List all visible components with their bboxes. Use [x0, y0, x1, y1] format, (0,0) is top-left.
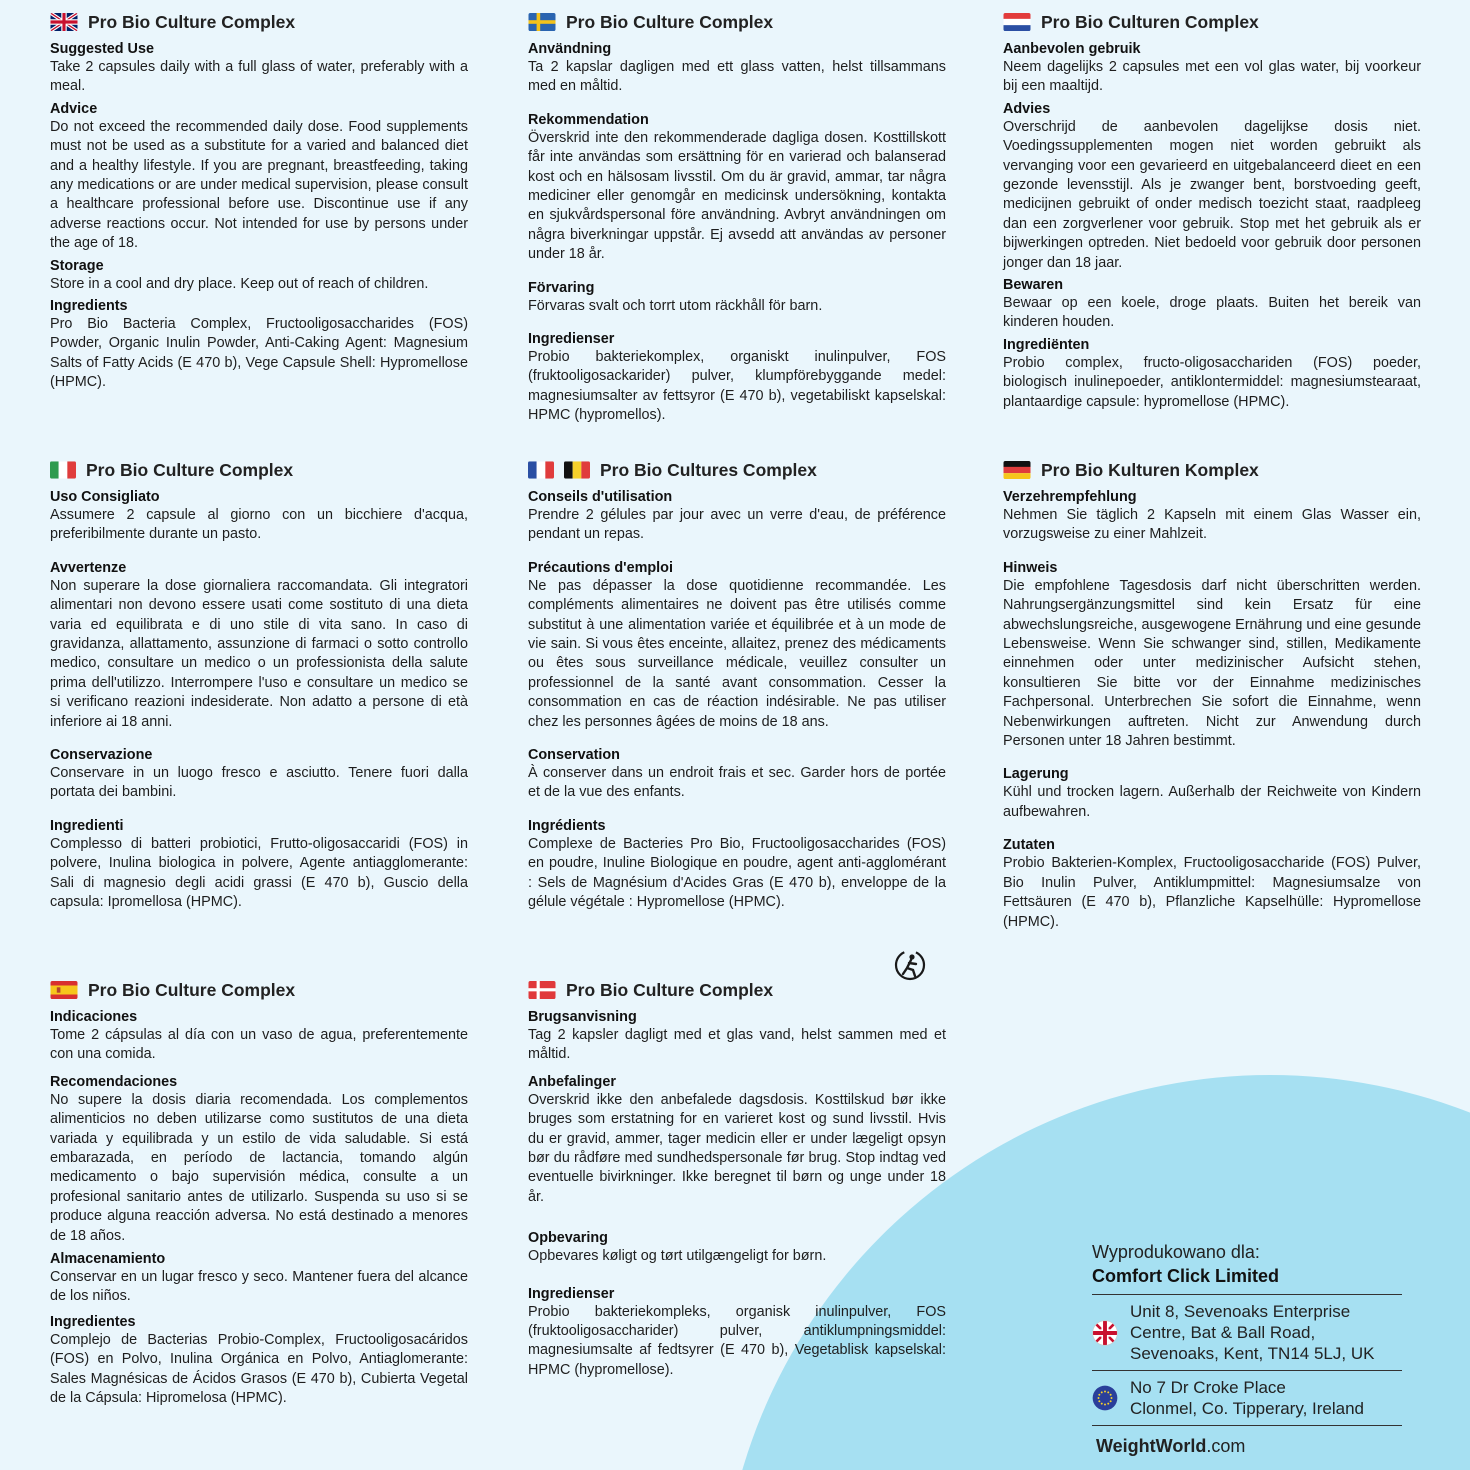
block-advice	[528, 111, 946, 265]
block-heading: Avvertenze	[50, 559, 127, 576]
block-storage	[50, 257, 468, 294]
block-heading: Rekommendation	[528, 111, 649, 128]
block-heading: Användning	[528, 41, 612, 57]
section-spanish	[50, 978, 468, 1412]
block-heading: Advice	[50, 100, 98, 117]
block-heading: Zutaten	[1003, 837, 1055, 854]
block-text: Overschrijd de aanbevolen dagelijkse dosis niet. Voedingssupplementen mogen niet worden gebruikt als vervanging voor een gevarieerd en uitgebalanceerd dieet en een gezonde levensstijl. Als je zwanger bent, borstvoeding geeft, medicijnen gebruikt of onder medisch toezicht staat, raadpleeg dan een zorgverlener voor gebruik. Stop met het gebruik als er bijwerkingen optreden. Niet bedoeld voor gebruik door personen jonger dan 18 jaar.	[1003, 118, 1421, 271]
block-usage	[50, 40, 468, 97]
section-french	[528, 458, 946, 916]
block-text: À conserver dans un endroit frais et sec. Garder hors de portée et de la vue des enfants.	[528, 765, 946, 801]
block-ingredients	[528, 817, 946, 913]
block-heading: Opbevaring	[528, 1230, 608, 1247]
belgium-flag-icon	[564, 461, 590, 479]
block-heading: Ingredientes	[50, 1313, 136, 1330]
uk-address	[1092, 1294, 1402, 1370]
address-lines	[1130, 1301, 1374, 1364]
manufacturer-box	[1092, 1240, 1402, 1457]
sweden-flag-icon	[528, 13, 556, 31]
block-heading: Suggested Use	[50, 41, 154, 57]
block-advice	[1003, 559, 1421, 752]
block-text: Bewaar op een koele, droge plaats. Buiten het bereik van kinderen houden.	[1003, 295, 1421, 331]
block-ingredients	[50, 1313, 468, 1409]
block-heading: Conseils d'utilisation	[528, 489, 673, 505]
block-ingredients	[50, 817, 468, 913]
block-heading: Précautions d'emploi	[528, 559, 673, 576]
section-header	[1003, 10, 1421, 34]
block-text: No supere la dosis diaria recomendada. Los complementos alimenticios no deben utilizarse como sustitutos de una dieta variada y equilibrada y un estilo de vida saludable. Si está embarazada, en período de lactancia, tomando algún medicamento o bajo supervisión médica, consulte a un profesional sanitario antes de utilizarlo. Suspenda su uso si se produce alguna reacción adversa. No está destinado a menores de 18 años.	[50, 1091, 468, 1244]
block-text: Complesso di batteri probiotici, Frutto-oligosaccaridi (FOS) in polvere, Inulina biologica in polvere, Agente antiagglomerante: Sali di magnesio degli acidi grassi (E 470 b), Guscio della capsula: Ipromellosa (HPMC).	[50, 835, 468, 911]
block-ingredients	[50, 297, 468, 393]
block-heading: Förvaring	[528, 279, 595, 296]
address-line: Sevenoaks, Kent, TN14 5LJ, UK	[1130, 1344, 1375, 1363]
france-flag-icon	[528, 461, 554, 479]
address-line: Centre, Bat & Ball Road,	[1130, 1323, 1316, 1342]
block-heading: Lagerung	[1003, 766, 1069, 783]
block-ingredients	[528, 330, 946, 426]
block-text: Probio bakteriekomplex, organiskt inulinpulver, FOS (fruktooligosackarider) pulver, klumpförebyggande medel: magnesiumsalter av fettsyror (E 470 b), vegetabiliskt kapselskal: HPMC (hypromellos).	[528, 349, 946, 424]
netherlands-flag-icon	[1003, 13, 1031, 31]
block-usage	[1003, 40, 1421, 97]
block-text: Assumere 2 capsule al giorno con un bicchiere d'acqua, preferibilmente durante un pasto.	[50, 507, 468, 543]
brand-name: WeightWorld	[1096, 1436, 1207, 1456]
manufacturer-company: Comfort Click Limited	[1092, 1266, 1280, 1286]
brand-domain: .com	[1206, 1436, 1246, 1456]
block-text: Överskrid inte den rekommenderade dagliga dosen. Kosttillskott får inte användas som ersättning för en varierad och balanserad kost och en hälsosam livsstil. Om du är gravid, ammar, tar några mediciner eller genomgår en medicinsk undersökning, kontakta en sjukvårdspersonal före användning. Avbryt användningen om några biverkningar uppstår. Ej avsedd att användas av personer under 18 år.	[528, 129, 946, 263]
block-advice	[50, 559, 468, 732]
ie-address	[1092, 1370, 1402, 1425]
block-text: Förvaras svalt och torrt utom räckhåll för barn.	[528, 297, 823, 314]
block-ingredients	[528, 1285, 946, 1381]
block-heading: Uso Consigliato	[50, 489, 160, 505]
block-storage	[528, 279, 946, 316]
address-line: Unit 8, Sevenoaks Enterprise	[1130, 1302, 1351, 1321]
block-storage	[528, 746, 946, 803]
block-text: Complexe de Bacteries Pro Bio, Fructooligosaccharides (FOS) en poudre, Inuline Biologique en poudre, agent anti-agglomérant : Sels de Magnésium d'Acides Gras (E 470 b), enveloppe de la gélule végétale : Hypromellose (HPMC).	[528, 835, 946, 911]
block-heading: Advies	[1003, 100, 1051, 117]
block-usage	[50, 1008, 468, 1065]
section-german	[1003, 458, 1421, 935]
address-line: Clonmel, Co. Tipperary, Ireland	[1130, 1399, 1365, 1418]
recycle-person-icon	[892, 948, 928, 987]
block-text: Opbevares køligt og tørt utilgængeligt for børn.	[528, 1248, 827, 1265]
section-header	[528, 458, 946, 482]
block-text: Non superare la dose giornaliera raccomandata. Gli integratori alimentari non devono essere usati come sostituto di una dieta varia ed equilibrata e di uno stile di vita sano. In caso di gravidanza, allattamento, assunzione di farmaci o sotto controllo medico, consultare un medico o un professionista della salute prima dell'utilizzo. Interrompere l'uso e consultare un medico se si verificano reazioni indesiderate. Non adatto a persone di età inferiore ai 18 anni.	[50, 577, 468, 730]
block-advice	[1003, 100, 1421, 273]
block-usage	[528, 40, 946, 97]
section-header	[528, 10, 946, 34]
block-text: Ta 2 kapslar dagligen med ett glass vatten, helst tillsammans med en måltid.	[528, 59, 946, 95]
block-heading: Conservazione	[50, 747, 153, 764]
block-storage	[50, 746, 468, 803]
section-title: Pro Bio Culture Complex	[566, 979, 774, 1000]
block-text: Take 2 capsules daily with a full glass of water, preferably with a meal.	[50, 59, 468, 95]
block-heading: Ingredienser	[528, 1285, 615, 1302]
section-title: Pro Bio Kulturen Komplex	[1041, 459, 1259, 480]
block-ingredients	[1003, 336, 1421, 412]
section-dutch	[1003, 10, 1421, 415]
block-heading: Recomendaciones	[50, 1073, 178, 1090]
section-danish	[528, 978, 946, 1383]
section-title: Pro Bio Culture Complex	[566, 11, 774, 32]
section-english	[50, 10, 468, 396]
section-header	[50, 10, 468, 34]
block-text: Conservare in un luogo fresco e asciutto. Tenere fuori dalla portata dei bambini.	[50, 765, 468, 801]
address-line: No 7 Dr Croke Place	[1130, 1378, 1286, 1397]
block-text: Die empfohlene Tagesdosis darf nicht überschritten werden. Nahrungsergänzungsmittel sind kein Ersatz für eine abwechslungsreiche, ausgewogene Ernährung und eine gesunde Lebensweise. Wenn Sie schwanger sind, stillen, Medikamente einnehmen oder unter medizinischer Aufsicht stehen, konsultieren Sie bitte vor der Einnahme medizinisches Fachpersonal. Unterbrechen Sie sofort die Einnahme, wenn Nebenwirkungen auftreten. Nicht zur Anwendung durch Personen unter 18 Jahren bestimmt.	[1003, 577, 1421, 750]
block-heading: Conservation	[528, 747, 620, 764]
block-usage	[528, 1008, 946, 1065]
block-heading: Almacenamiento	[50, 1251, 166, 1268]
section-title: Pro Bio Culturen Complex	[1041, 11, 1259, 32]
section-title: Pro Bio Culture Complex	[86, 459, 294, 480]
block-text: Pro Bio Bacteria Complex, Fructooligosaccharides (FOS) Powder, Organic Inulin Powder, Anti-Caking Agent: Magnesium Salts of Fatty Acids (E 470 b), Vege Capsule Shell: Hypromellose (HPMC).	[50, 316, 468, 391]
block-heading: Hinweis	[1003, 559, 1058, 576]
italy-flag-icon	[50, 461, 76, 479]
block-heading: Storage	[50, 257, 104, 274]
address-lines	[1130, 1377, 1364, 1419]
block-advice	[50, 100, 468, 254]
block-text: Do not exceed the recommended daily dose. Food supplements must not be used as a substitute for a varied and balanced diet and a healthy lifestyle. If you are pregnant, breastfeeding, taking any medications or are under medical supervision, please consult a healthcare professional before use. Discontinue use if any adverse reactions occur. Not intended for use by persons under the age of 18.	[50, 118, 468, 252]
block-text: Complejo de Bacterias Probio-Complex, Fructooligosacáridos (FOS) en Polvo, Inulina Orgánica en Polvo, Antiaglomerante: Sales Magnésicas de Ácidos Grasos (E 470 b), Cubierta Vegetal de la Cápsula: Hipromelosa (HPMC).	[50, 1331, 468, 1407]
block-heading: Ingredienti	[50, 817, 124, 834]
block-text: Prendre 2 gélules par jour avec un verre d'eau, de préférence pendant un repas.	[528, 507, 946, 543]
section-swedish	[528, 10, 946, 429]
block-usage	[528, 488, 946, 545]
block-heading: Bewaren	[1003, 277, 1063, 294]
block-heading: Anbefalinger	[528, 1073, 616, 1090]
manufacturer-label: Wyprodukowano dla:	[1092, 1242, 1260, 1262]
block-storage	[528, 1229, 946, 1266]
block-heading: Ingrediënten	[1003, 336, 1090, 353]
block-text: Neem dagelijks 2 capsules met een vol glas water, bij voorkeur bij een maaltijd.	[1003, 59, 1421, 95]
block-storage	[50, 1250, 468, 1307]
block-text: Tome 2 cápsulas al día con un vaso de agua, preferentemente con una comida.	[50, 1027, 468, 1063]
block-heading: Ingredients	[50, 298, 128, 315]
section-header	[1003, 458, 1421, 482]
block-storage	[1003, 765, 1421, 822]
block-heading: Ingredienser	[528, 331, 615, 348]
section-header	[50, 458, 468, 482]
block-heading: Ingrédients	[528, 817, 606, 834]
block-text: Probio Bakterien-Komplex, Fructooligosaccharide (FOS) Pulver, Bio Inulin Pulver, Antiklumpmittel: Magnesiumsalze von Fettsäuren (E 470 b), Pflanzliche Kapselhülle: Hypromellose (HPMC).	[1003, 855, 1421, 930]
section-header	[50, 978, 468, 1002]
eu-flag-icon	[1092, 1385, 1118, 1411]
germany-flag-icon	[1003, 461, 1031, 479]
block-text: Conservar en un lugar fresco y seco. Mantener fuera del alcance de los niños.	[50, 1269, 468, 1305]
denmark-flag-icon	[528, 981, 556, 999]
block-heading: Verzehrempfehlung	[1003, 489, 1137, 505]
block-text: Ne pas dépasser la dose quotidienne recommandée. Les compléments alimentaires ne doivent pas être utilisés comme substitut à une alimentation variée et équilibrée et à un mode de vie sain. Si vous êtes enceinte, allaitez, prenez des médicaments ou êtes sous surveillance médicale, veuillez consulter un professionnel de la santé avant consommation. Cesser la consommation en cas de réaction indésirable. Ne pas utiliser chez les personnes âgées de moins de 18 ans.	[528, 577, 946, 730]
section-title: Pro Bio Cultures Complex	[600, 459, 817, 480]
section-italian	[50, 458, 468, 916]
block-text: Overskrid ikke den anbefalede dagsdosis. Kosttilskud bør ikke bruges som erstatning for en varieret kost og sund livsstil. Hvis du er gravid, ammer, tager medicin eller er under lægeligt opsyn bør du rådføre med sundhedspersonale før brug. Stop indtag ved eventuelle bivirkninger. Ikke beregnet til børn og unge under 18 år.	[528, 1091, 946, 1205]
uk-flag-icon	[50, 13, 78, 31]
block-text: Kühl und trocken lagern. Außerhalb der Reichweite von Kindern aufbewahren.	[1003, 784, 1421, 820]
block-text: Nehmen Sie täglich 2 Kapseln mit einem Glas Wasser ein, vorzugsweise zu einer Mahlzeit.	[1003, 507, 1421, 543]
block-storage	[1003, 276, 1421, 333]
divider	[1092, 1425, 1402, 1426]
section-title: Pro Bio Culture Complex	[88, 979, 296, 1000]
block-heading: Brugsanvisning	[528, 1009, 637, 1025]
spain-flag-icon	[50, 981, 78, 999]
section-title: Pro Bio Culture Complex	[88, 11, 296, 32]
block-text: Tag 2 kapsler dagligt med et glas vand, helst sammen med et måltid.	[528, 1027, 946, 1063]
block-text: Store in a cool and dry place. Keep out of reach of children.	[50, 275, 429, 292]
section-header	[528, 978, 946, 1002]
block-usage	[1003, 488, 1421, 545]
block-usage	[50, 488, 468, 545]
block-text: Probio bakteriekompleks, organisk inulinpulver, FOS (fruktooligosaccharider) pulver, antiklumpningsmiddel: magnesiumsalte af fedtsyrer (E 470 b), Vegetablisk kapselskal: HPMC (hypromellose).	[528, 1303, 946, 1378]
block-ingredients	[1003, 836, 1421, 932]
block-heading: Aanbevolen gebruik	[1003, 41, 1141, 57]
uk-flag-icon	[1092, 1320, 1118, 1346]
block-advice	[50, 1073, 468, 1246]
brand-website[interactable]	[1092, 1436, 1402, 1457]
block-text: Probio complex, fructo-oligosacchariden (FOS) poeder, biologisch inulinepoeder, antiklontermiddel: magnesiumstearaat, plantaardige capsule: hypromellose (HPMC).	[1003, 354, 1421, 410]
block-advice	[528, 559, 946, 732]
block-heading: Indicaciones	[50, 1009, 138, 1025]
block-advice	[528, 1073, 946, 1207]
